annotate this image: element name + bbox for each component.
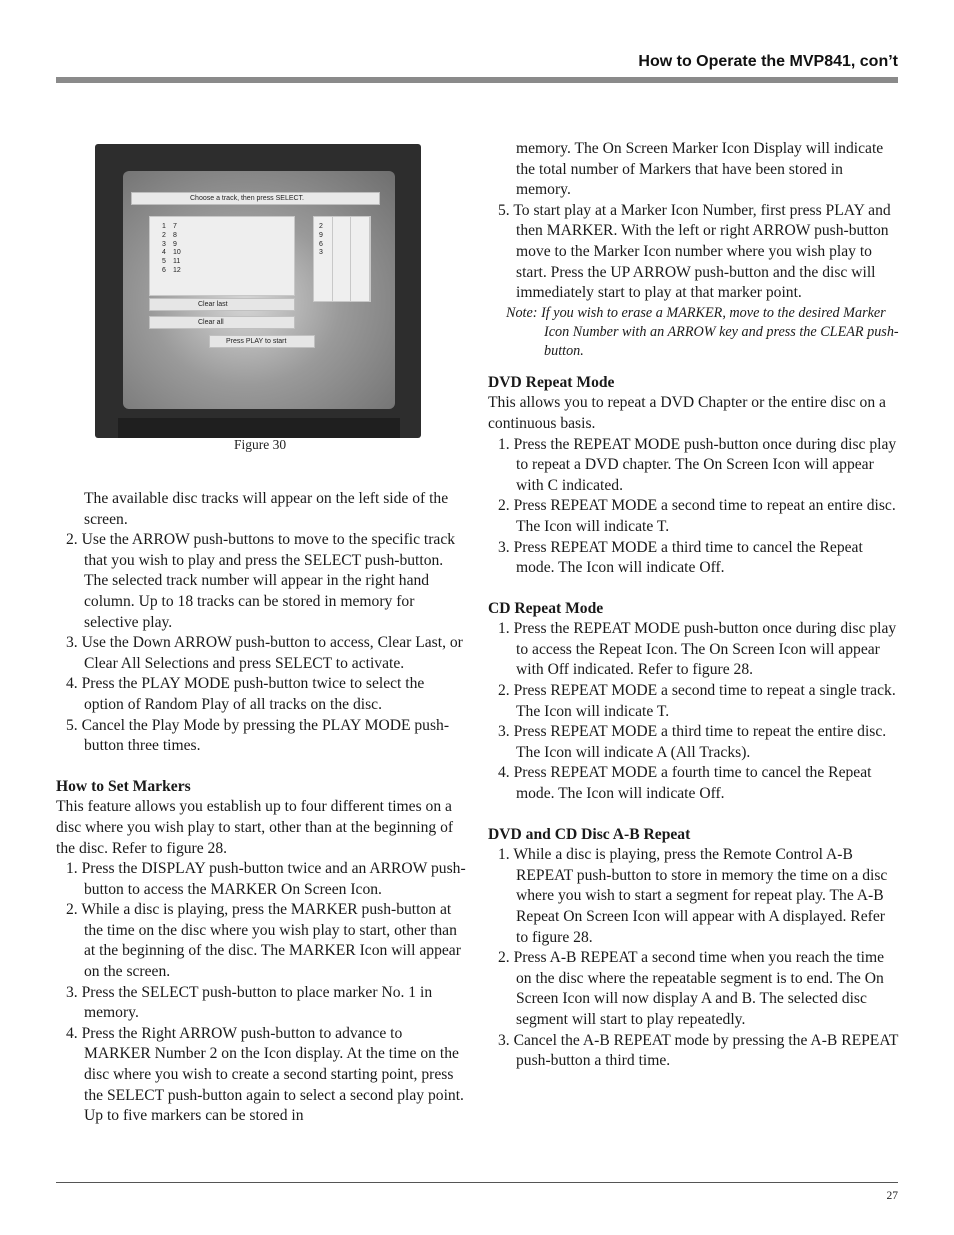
list-item: 5. Cancel the Play Mode by pressing the PLAY MODE push-button three times. bbox=[66, 716, 450, 755]
list-item: 1. Press the DISPLAY push-button twice and an ARROW push-button to access the MARKER On Screen Icon. bbox=[66, 860, 466, 898]
list-item: 3. Cancel the A-B REPEAT mode by pressing the A-B REPEAT push-button a third time. bbox=[498, 1031, 899, 1070]
list-item: 3. Press the SELECT push-button to place marker No. 1 in memory. bbox=[66, 983, 433, 1022]
list-item: 2. While a disc is playing, press the MARKER push-button at the time on the disc where you wish play to start, other than at the beginning of the disc. The MARKER Icon will appear on the screen. bbox=[66, 901, 461, 981]
list-item: 3. Press REPEAT MODE a third time to cancel the Repeat mode. The Icon will indicate Off. bbox=[498, 538, 863, 577]
list-item: 3. Use the Down ARROW push-button to access, Clear Last, or Clear All Selections and press SELECT to activate. bbox=[66, 634, 463, 672]
list-item: 2. Press A-B REPEAT a second time when you reach the time on the disc where the repeatable segment is to end. The On Screen Icon will now display A and B. The selected disc segment will start to play repeatedly. bbox=[498, 949, 885, 1028]
left-column bbox=[56, 489, 468, 1127]
section-heading: DVD Repeat Mode bbox=[488, 373, 615, 391]
selected-track: 9 bbox=[319, 231, 323, 239]
page-number: 27 bbox=[886, 1190, 898, 1202]
header-rule bbox=[56, 77, 898, 83]
track-row: 1 7 bbox=[162, 223, 177, 230]
selected-track: 2 bbox=[319, 223, 323, 230]
page-header-title: How to Operate the MVP841, con’t bbox=[638, 53, 898, 70]
screen-prompt: Choose a track, then press SELECT. bbox=[131, 192, 380, 205]
list-item: 4. Press the Right ARROW push-button to advance to MARKER Number 2 on the Icon display. At the time on the disc where you wish to create a second starting point, press the SELECT push-button again to select a second play point. Up to five markers can be stored in bbox=[66, 1024, 464, 1125]
list-item: 2. Press REPEAT MODE a second time to repeat a single track. The Icon will indicate T. bbox=[498, 682, 896, 720]
track-row: 5 11 bbox=[162, 258, 181, 266]
track-row: 3 9 bbox=[162, 240, 177, 248]
list-item: 4. Press REPEAT MODE a fourth time to cancel the Repeat mode. The Icon will indicate Off. bbox=[498, 764, 872, 803]
list-item: 2. Use the ARROW push-buttons to move to the specific track that you wish to play and press the SELECT push-button. The selected track number will appear in the right hand column. Up to 18 tracks can be stored in memory for selective play. bbox=[66, 531, 456, 631]
tv-screen bbox=[123, 171, 395, 409]
paragraph: memory. The On Screen Marker Icon Display will indicate the total number of Markers that have been stored in memory. bbox=[516, 140, 884, 199]
track-list bbox=[149, 216, 295, 296]
section-heading: DVD and CD Disc A-B Repeat bbox=[488, 825, 691, 843]
paragraph: The available disc tracks will appear on the left side of the screen. bbox=[84, 490, 449, 528]
section-heading: How to Set Markers bbox=[56, 777, 191, 795]
figure-caption: Figure 30 bbox=[234, 437, 287, 452]
list-item: 1. While a disc is playing, press the Remote Control A-B REPEAT push-button to store in memory the time on a disc where you wish to start a segment for repeat play. The A-B Repeat On Screen Icon will appear with A displayed. Refer to figure 28. bbox=[498, 846, 888, 946]
list-item: 5. To start play at a Marker Icon Number, first press PLAY and then MARKER. With the left or right ARROW push-button move to the Marker Icon number where you wish play to start. Press the UP ARROW push-button and the disc will immediately start to play at that marker point. bbox=[498, 201, 891, 302]
selected-track: 3 bbox=[319, 249, 323, 257]
note: Note: If you wish to erase a MARKER, move to the desired Marker Icon Number with an ARROW key and press the CLEAR push-button. bbox=[506, 304, 899, 359]
selected-tracks-panel bbox=[313, 216, 371, 302]
section-heading: CD Repeat Mode bbox=[488, 599, 604, 617]
list-item: 2. Press REPEAT MODE a second time to repeat an entire disc. The Icon will indicate T. bbox=[498, 497, 896, 535]
clear-last-button: Clear last bbox=[149, 298, 295, 311]
paragraph: This feature allows you establish up to four different times on a disc where you wish play to start, other than at the beginning of the disc. Refer to figure 28. bbox=[56, 798, 454, 857]
footer-rule bbox=[56, 1182, 898, 1183]
right-column bbox=[488, 139, 900, 1072]
track-row: 6 12 bbox=[162, 266, 181, 274]
press-play-prompt: Press PLAY to start bbox=[209, 335, 315, 348]
list-item: 4. Press the PLAY MODE push-button twice to select the option of Random Play of all tracks on the disc. bbox=[66, 675, 425, 713]
selected-track: 6 bbox=[319, 240, 323, 248]
list-item: 1. Press the REPEAT MODE push-button once during disc play to access the Repeat Icon. The On Screen Icon will appear with Off indicated. Refer to figure 28. bbox=[498, 620, 897, 679]
paragraph: This allows you to repeat a DVD Chapter or the entire disc on a continuous basis. bbox=[488, 394, 886, 432]
clear-all-button: Clear all bbox=[149, 316, 295, 329]
list-item: 3. Press REPEAT MODE a third time to repeat the entire disc. The Icon will indicate A (All Tracks). bbox=[498, 723, 887, 761]
list-item: 1. Press the REPEAT MODE push-button once during disc play to repeat a DVD chapter. The On Screen Icon will appear with C indicated. bbox=[498, 435, 897, 494]
track-row: 4 10 bbox=[162, 249, 181, 257]
track-row: 2 8 bbox=[162, 231, 177, 239]
tv-base bbox=[118, 418, 400, 438]
